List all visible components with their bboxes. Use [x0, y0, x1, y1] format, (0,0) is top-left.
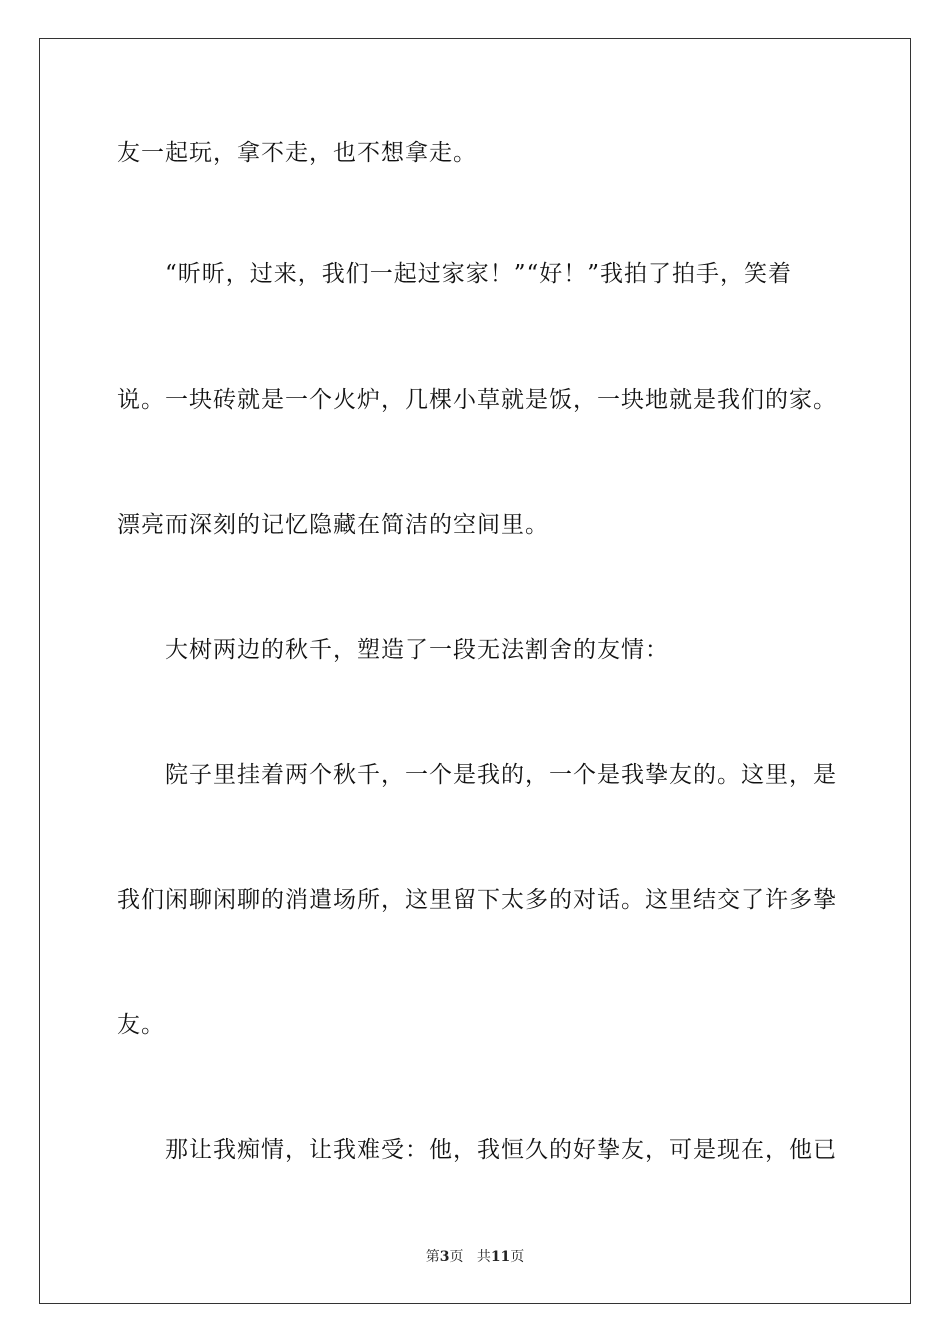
- text-line-8: 友。: [117, 1012, 165, 1038]
- page-border: [39, 38, 911, 1304]
- text-line-2: “昕昕，过来，我们一起过家家！”“好！”我拍了拍手，笑着: [165, 261, 793, 287]
- page-suffix: 页: [449, 1249, 464, 1265]
- text-line-9: 那让我痴情，让我难受：他，我恒久的好挚友，可是现在，他已: [165, 1137, 837, 1163]
- text-line-6: 院子里挂着两个秋千，一个是我的，一个是我挚友的。这里，是: [165, 762, 837, 788]
- current-page-number: 3: [439, 1249, 450, 1265]
- text-line-3: 说。一块砖就是一个火炉，几棵小草就是饭，一块地就是我们的家。: [117, 387, 837, 413]
- total-prefix: 共: [476, 1249, 491, 1265]
- total-suffix: 页: [510, 1249, 525, 1265]
- total-page-number: 11: [490, 1249, 511, 1265]
- text-line-5: 大树两边的秋千，塑造了一段无法割舍的友情：: [165, 637, 669, 663]
- text-line-7: 我们闲聊闲聊的消遣场所，这里留下太多的对话。这里结交了许多挚: [117, 887, 837, 913]
- page-footer: [0, 1248, 950, 1266]
- page-prefix: 第: [425, 1249, 440, 1265]
- text-line-4: 漂亮而深刻的记忆隐藏在简洁的空间里。: [117, 512, 549, 538]
- text-line-1: 友一起玩，拿不走，也不想拿走。: [117, 140, 477, 166]
